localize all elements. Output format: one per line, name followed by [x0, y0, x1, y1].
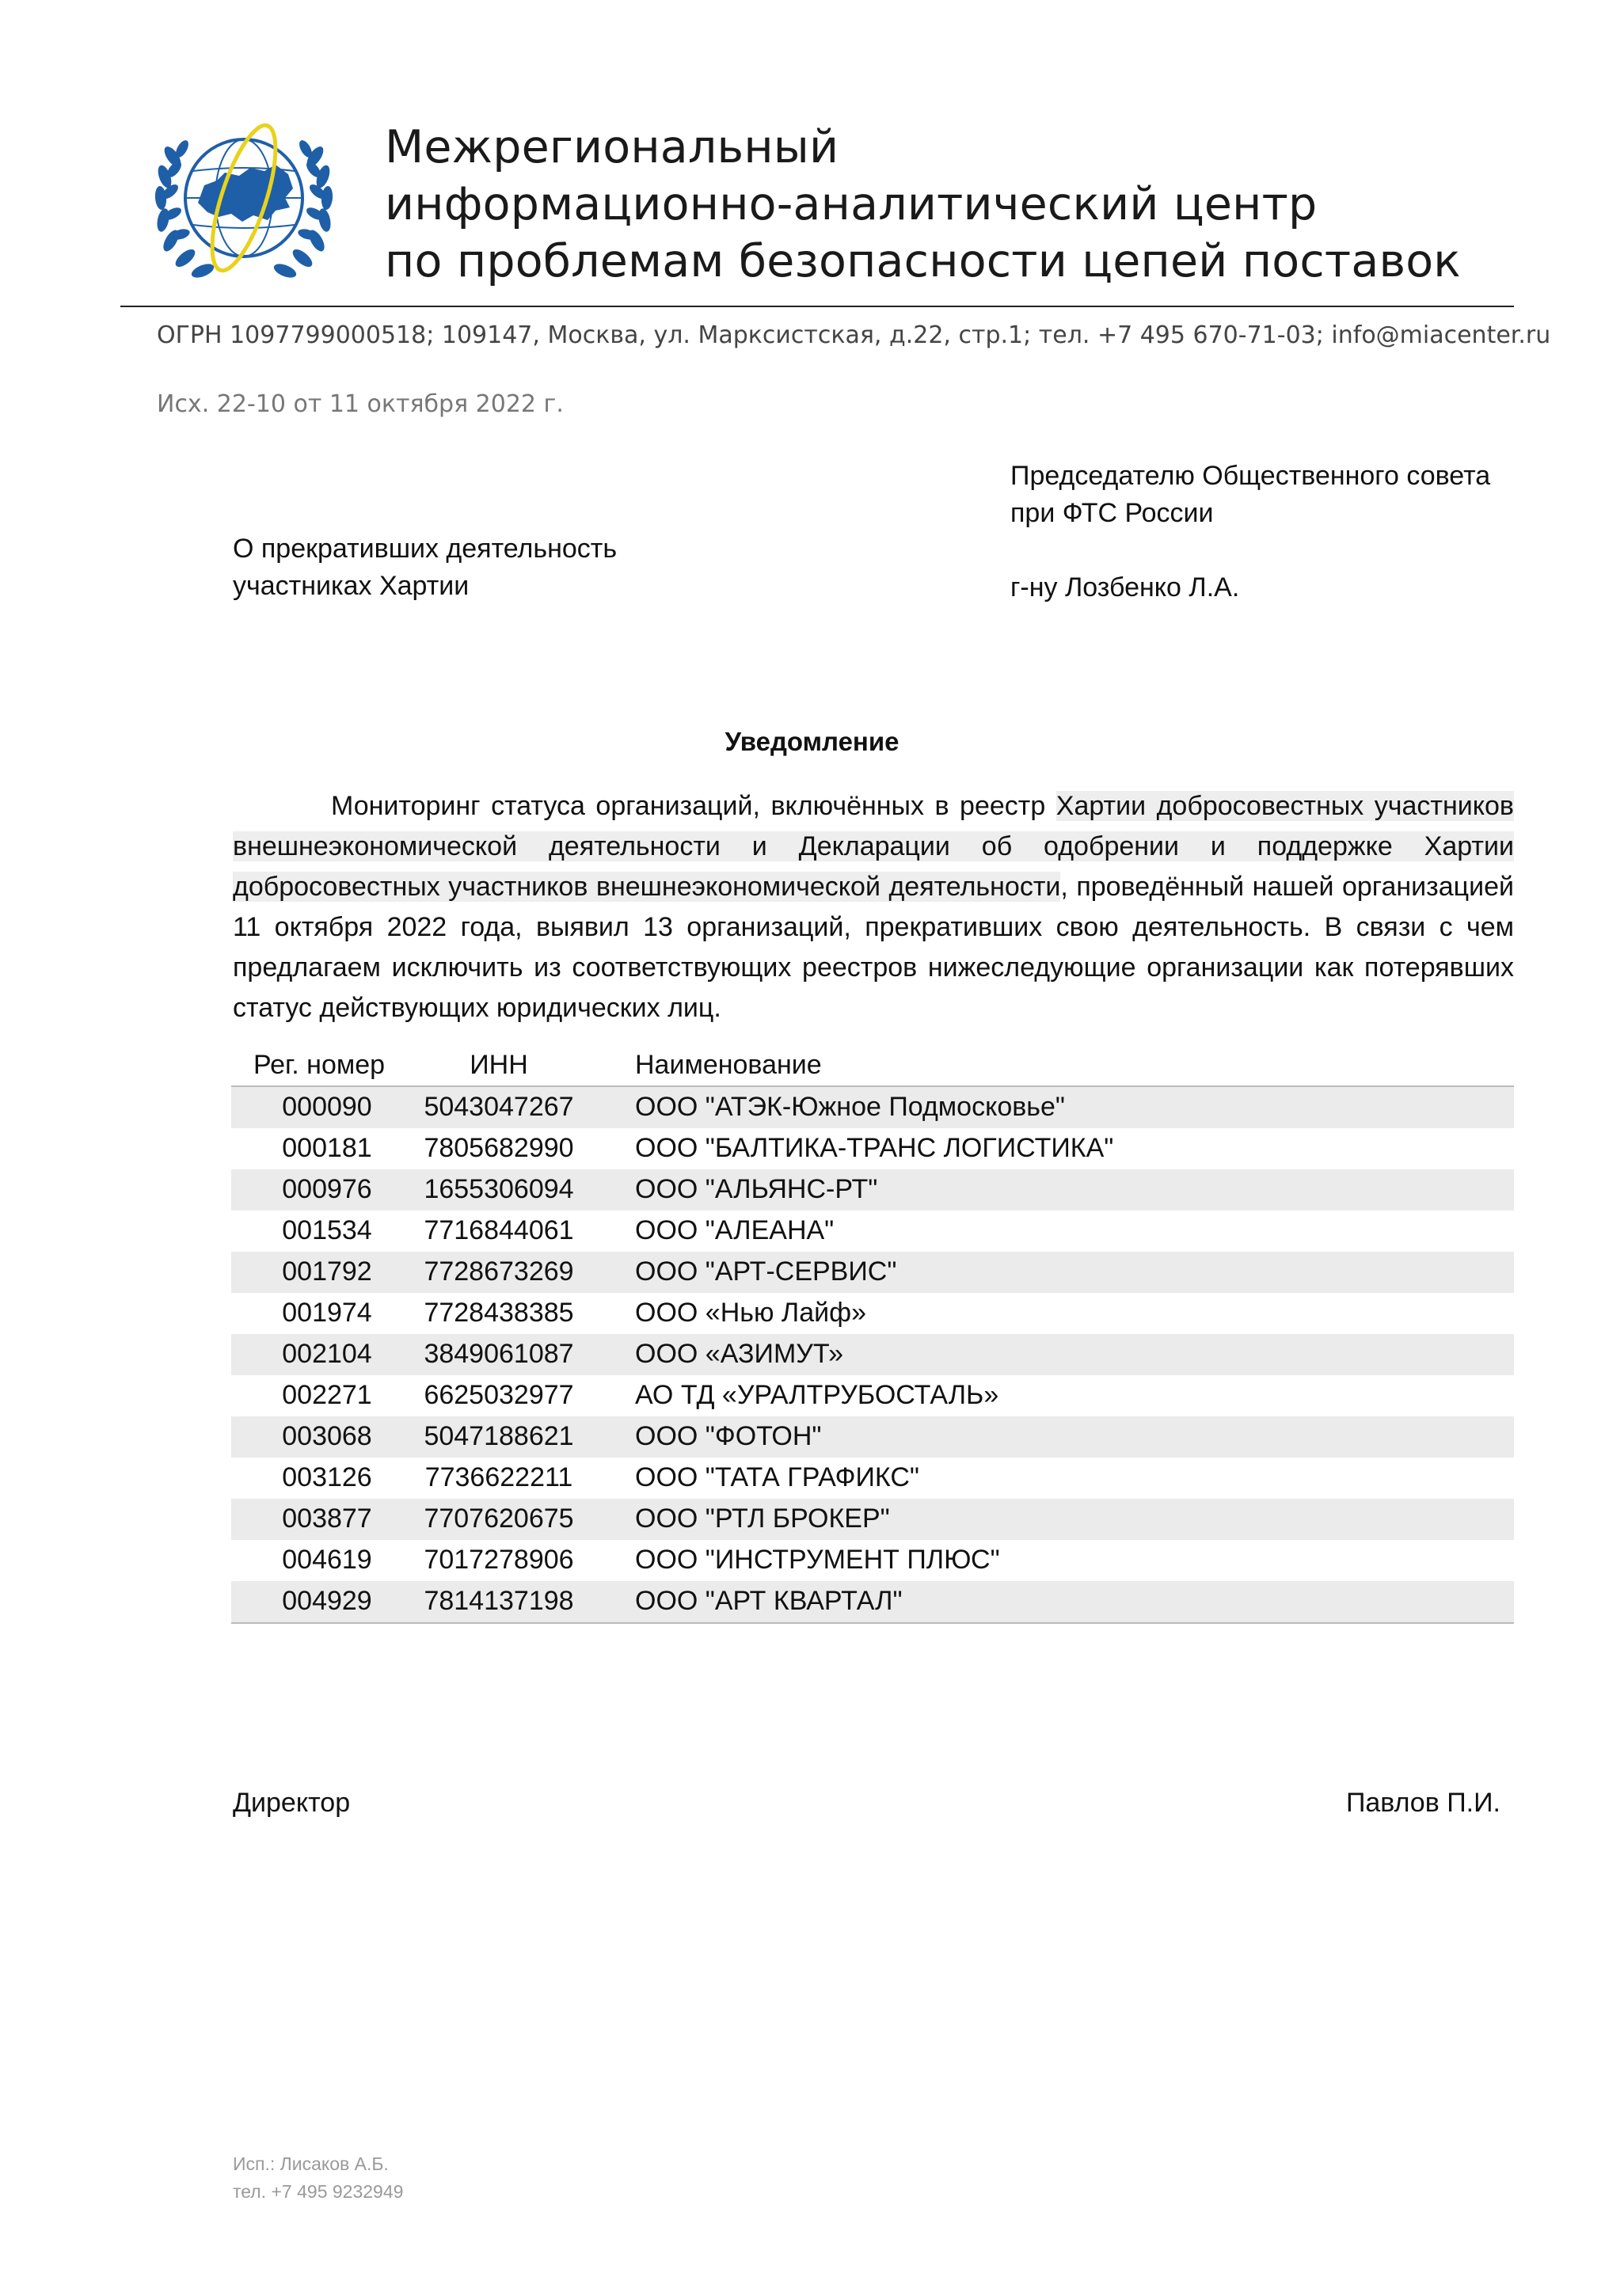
- reg-number-cell: 004619: [282, 1545, 372, 1575]
- organization-name-cell: ООО "АРТ-СЕРВИС": [635, 1256, 897, 1287]
- organization-name-cell: ООО "ИНСТРУМЕНТ ПЛЮС": [635, 1545, 1000, 1575]
- org-title-line: Межрегиональный: [385, 121, 839, 173]
- organization-name-cell: ООО "РТЛ БРОКЕР": [635, 1503, 890, 1534]
- org-title-line: информационно-аналитический центр: [385, 178, 1318, 230]
- signer-name: Павлов П.И.: [1345, 1788, 1500, 1818]
- table-row: [231, 1087, 1514, 1128]
- table-header: [231, 1045, 1514, 1087]
- inn-cell: 6625032977: [424, 1380, 574, 1410]
- signer-position: Директор: [233, 1788, 351, 1818]
- inn-cell: 7814137198: [424, 1586, 574, 1616]
- notice-title: Уведомление: [725, 727, 899, 756]
- executor-block: [233, 2150, 403, 2206]
- reg-number-cell: 001534: [282, 1215, 372, 1245]
- inn-cell: 7017278906: [424, 1545, 574, 1575]
- inn-cell: 5043047267: [424, 1092, 574, 1122]
- addressee-name: г-ну Лозбенко Л.А.: [1010, 572, 1240, 603]
- organization-name-cell: ООО "ТАТА ГРАФИКС": [635, 1462, 919, 1492]
- subject-line: О прекративших деятельность: [233, 534, 618, 564]
- reg-number-cell: 002104: [282, 1339, 372, 1369]
- organization-title: [385, 119, 1541, 290]
- reg-number-cell: 000181: [282, 1133, 372, 1163]
- table-row: [231, 1416, 1514, 1458]
- table-row: [231, 1334, 1514, 1375]
- reg-number-cell: 000976: [282, 1174, 372, 1204]
- addressee-line: при ФТС России: [1010, 498, 1214, 528]
- reg-number-cell: 000090: [282, 1092, 372, 1122]
- inn-cell: 7736622211: [424, 1462, 573, 1492]
- executor-phone: тел. +7 495 9232949: [233, 2181, 404, 2202]
- reg-number-cell: 002271: [282, 1380, 372, 1410]
- table-row: [231, 1540, 1514, 1581]
- header-divider: [120, 306, 1514, 307]
- organization-name-cell: ООО «АЗИМУТ»: [635, 1339, 844, 1369]
- organization-name-cell: ООО "ФОТОН": [635, 1421, 822, 1451]
- inn-cell: 7716844061: [424, 1215, 574, 1245]
- globe-laurel-emblem-icon: [149, 109, 339, 288]
- subject-block: [233, 530, 617, 605]
- table-row: [231, 1128, 1514, 1169]
- addressee-block: [1010, 458, 1490, 606]
- charter-name-highlight: Хартии добросовестных участников внешнеэкономической деятельности и Декларации об одобрении и поддержке Хартии добросовестных участников внешнеэкономической деятельности: [233, 791, 1514, 902]
- reg-number-cell: 001792: [282, 1256, 372, 1287]
- organization-name-cell: АО ТД «УРАЛТРУБОСТАЛЬ»: [635, 1380, 999, 1410]
- organization-name-cell: ООО "АЛЕАНА": [635, 1215, 835, 1245]
- reg-number-cell: 003877: [282, 1503, 372, 1534]
- table-row: [231, 1252, 1514, 1293]
- org-title-line: по проблемам безопасности цепей поставок: [385, 235, 1461, 287]
- organizations-table: [231, 1045, 1514, 1624]
- inn-cell: 7805682990: [424, 1133, 574, 1163]
- header-reg-number: Рег. номер: [253, 1050, 386, 1080]
- addressee-line: Председателю Общественного совета: [1010, 461, 1491, 491]
- reg-number-cell: 003068: [282, 1421, 372, 1451]
- reg-number-cell: 001974: [282, 1298, 372, 1328]
- table-row: [231, 1169, 1514, 1211]
- reg-number-cell: 004929: [282, 1586, 372, 1616]
- body-text-part: Мониторинг статуса организаций, включённых в реестр: [331, 791, 1056, 821]
- executor-name: Исп.: Лисаков А.Б.: [233, 2153, 389, 2174]
- table-row: [231, 1211, 1514, 1252]
- organization-name-cell: ООО «Нью Лайф»: [635, 1298, 867, 1328]
- table-row: [231, 1499, 1514, 1540]
- inn-cell: 1655306094: [424, 1174, 574, 1204]
- table-row: [231, 1458, 1514, 1499]
- notice-body: [233, 786, 1514, 1028]
- table-row: [231, 1375, 1514, 1416]
- inn-cell: 7728673269: [424, 1256, 574, 1287]
- subject-line: участниках Хартии: [233, 571, 470, 601]
- inn-cell: 5047188621: [424, 1421, 574, 1451]
- inn-cell: 7707620675: [424, 1503, 574, 1534]
- reg-number-cell: 003126: [282, 1462, 372, 1492]
- organization-name-cell: ООО "АРТ КВАРТАЛ": [635, 1586, 903, 1616]
- header-inn: ИНН: [470, 1050, 528, 1080]
- organization-requisites: ОГРН 1097799000518; 109147, Москва, ул. Марксистская, д.22, стр.1; тел. +7 495 670-71-03; info@miacenter.ru: [157, 321, 1551, 349]
- inn-cell: 3849061087: [424, 1339, 574, 1369]
- outgoing-number: Исх. 22-10 от 11 октября 2022 г.: [157, 390, 564, 418]
- table-row: [231, 1293, 1514, 1334]
- body-text-part: , проведённый нашей организацией 11 октября 2022 года, выявил 13 организаций, прекративших свою деятельность. В связи с чем предлагаем исключить из соответствующих реестров нижеследующие организации как потерявших статус действующих юридических лиц.: [233, 872, 1515, 1023]
- organization-name-cell: ООО "АТЭК-Южное Подмосковье": [635, 1092, 1065, 1122]
- header-name: Наименование: [635, 1050, 822, 1080]
- organization-name-cell: ООО "АЛЬЯНС-РТ": [635, 1174, 878, 1204]
- inn-cell: 7728438385: [424, 1298, 574, 1328]
- organization-name-cell: ООО "БАЛТИКА-ТРАНС ЛОГИСТИКА": [635, 1133, 1114, 1163]
- logo: [149, 109, 339, 288]
- table-row: [231, 1581, 1514, 1624]
